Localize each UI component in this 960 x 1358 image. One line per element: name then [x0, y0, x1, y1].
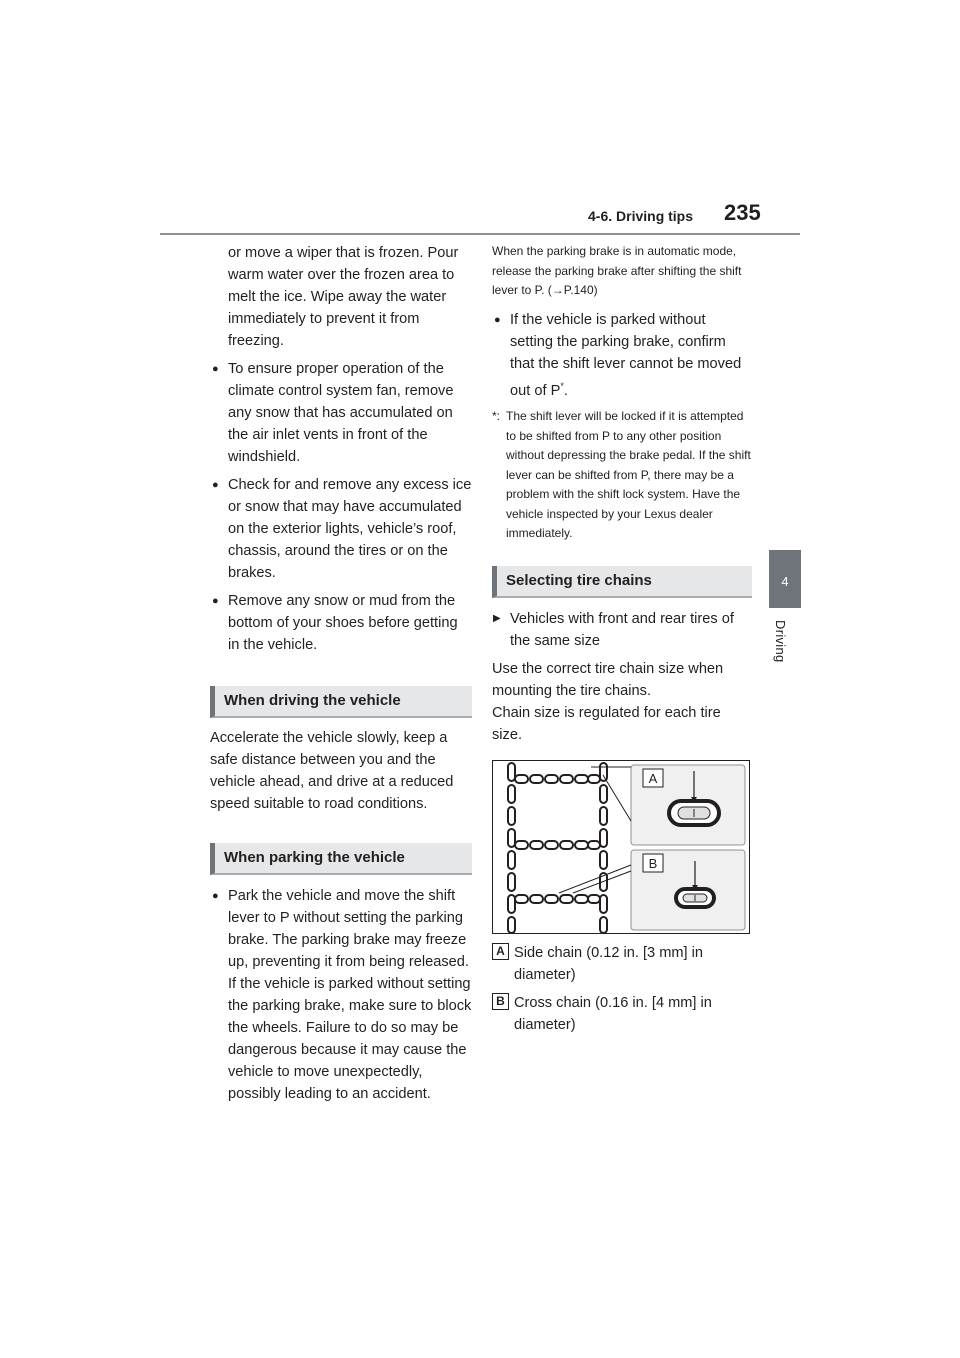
section-header: 4-6. Driving tips — [588, 208, 694, 224]
bullet-item — [210, 474, 472, 584]
side-chain-right — [600, 763, 607, 933]
cross-chain-1 — [515, 775, 600, 783]
side-chain-left — [508, 763, 515, 933]
chapter-number: 4 — [781, 574, 789, 589]
triangle-text: Vehicles with front and rear tires of the same size — [510, 610, 734, 649]
legend-text-a: Side chain (0.12 in. [3 mm] in diameter) — [514, 944, 703, 983]
right-column — [492, 242, 752, 1036]
legend-item-a — [492, 942, 752, 986]
footnote — [492, 407, 752, 544]
bullet-text: To ensure proper operation of the climate control system fan, remove any snow that has accumulated on the air inlet vents in front of the windshield. — [228, 361, 454, 465]
section-heading: When driving the vehicle — [210, 686, 472, 718]
cross-chain-3 — [515, 895, 600, 903]
paragraph: Accelerate the vehicle slowly, keep a safe distance between you and the vehicle ahead, and drive at a reduced speed suitable to road conditions. — [210, 730, 454, 812]
bullet-text: Check for and remove any excess ice or snow that may have accumulated on the exterior lights, vehicle’s roof, chassis, around the tires or on the brakes. — [228, 477, 472, 581]
legend-text-b: Cross chain (0.16 in. [4 mm] in diameter) — [514, 994, 712, 1033]
legend-label-a: A — [492, 943, 509, 960]
figure-label-a: A — [648, 770, 658, 786]
chapter-label: Driving — [773, 620, 788, 663]
note-text: When the parking brake is in automatic mode, release the parking brake after shifting the shift lever to P. (→P.140) — [492, 244, 742, 297]
bullet-icon: ● — [494, 313, 501, 326]
continued-paragraph: or move a wiper that is frozen. Pour warm water over the frozen area to melt the ice. Wipe away the water immediately to prevent it from freezing. — [228, 245, 459, 349]
footnote-text: The shift lever will be locked if it is attempted to be shifted from P to any other position without depressing the brake pedal. If the shift lever can be shifted from P, there may be a problem with the shift lock system. Have the vehicle inspected by your Lexus dealer immediately. — [506, 409, 751, 541]
triangle-icon: ▶ — [493, 612, 501, 624]
page-number: 235 — [724, 200, 761, 225]
tire-chain-illustration — [493, 761, 749, 933]
bullet-item — [210, 358, 472, 468]
bullet-icon: ● — [212, 890, 219, 902]
tire-chain-figure — [492, 760, 750, 934]
paragraph: Chain size is regulated for each tire size. — [492, 704, 721, 743]
cross-chain-2 — [515, 841, 600, 849]
bullet-item — [492, 309, 752, 402]
left-column — [210, 242, 472, 1105]
footnote-mark: *: — [492, 409, 501, 424]
bullet-icon: ● — [212, 479, 219, 491]
figure-label-b: B — [648, 855, 658, 871]
header-divider — [160, 233, 800, 235]
bullet-end: . — [563, 382, 568, 399]
legend-label-b: B — [492, 993, 509, 1010]
bullet-text: Park the vehicle and move the shift lever to P without setting the parking brake. The parking brake may freeze up, preventing it from being released. If the vehicle is parked without setting the parking brake, make sure to block the wheels. Failure to do so may be dangerous because it may cause the vehicle to move unexpectedly, possibly leading to an accident. — [228, 888, 472, 1102]
legend-item-b — [492, 992, 752, 1036]
footnote-ref: * — [560, 380, 564, 391]
section-heading: When parking the vehicle — [210, 843, 472, 875]
bullet-icon: ● — [212, 595, 219, 607]
section-heading: Selecting tire chains — [492, 566, 752, 598]
bullet-item — [210, 885, 472, 1105]
paragraph: Use the correct tire chain size when mounting the tire chains. — [492, 660, 724, 699]
bullet-icon: ● — [212, 363, 219, 375]
bullet-item — [210, 590, 472, 656]
triangle-item — [492, 608, 752, 652]
bullet-text: Remove any snow or mud from the bottom of your shoes before getting in the vehicle. — [228, 593, 458, 653]
bullet-text: If the vehicle is parked without setting the parking brake, confirm that the shift lever cannot be moved out of P — [510, 311, 742, 399]
